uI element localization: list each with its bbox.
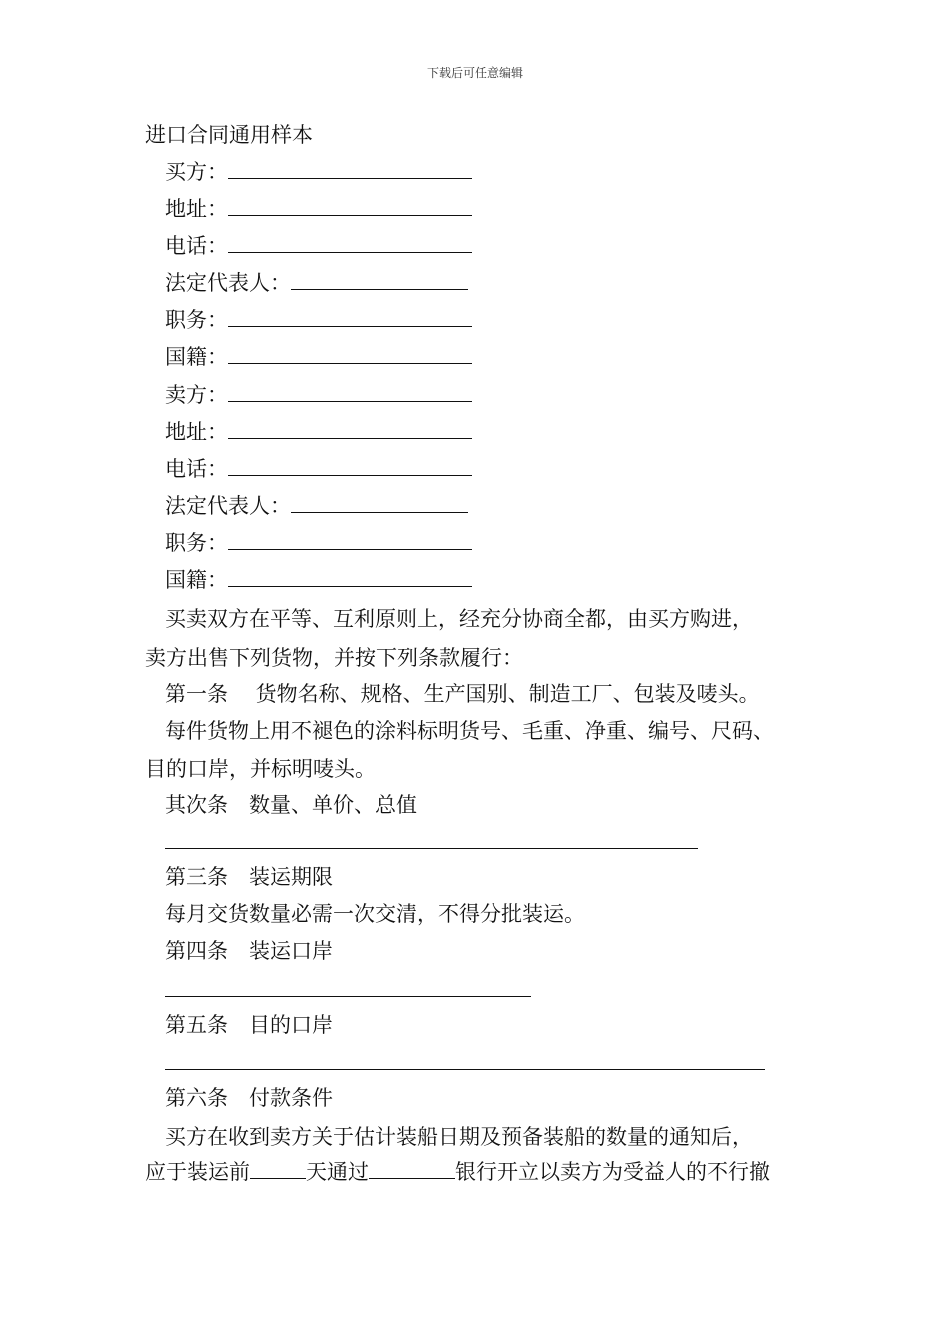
field-label: 电话：: [165, 457, 228, 481]
buyer-name-row: [165, 157, 472, 187]
article2-blank[interactable]: [165, 848, 698, 849]
article6-text-b: 天通过: [306, 1160, 369, 1184]
seller-address-blank[interactable]: [228, 418, 472, 439]
intro-line-1: 买卖双方在平等、互利原则上，经充分协商全都，由买方购进，: [165, 607, 753, 631]
article1-body-2: 目的口岸，并标明唛头。: [145, 757, 376, 781]
seller-legal-rep-blank[interactable]: [291, 492, 468, 513]
buyer-position-blank[interactable]: [228, 306, 472, 327]
article6-text-a: 应于装运前: [145, 1160, 250, 1184]
document-title: 进口合同通用样本: [145, 123, 313, 147]
buyer-legal-rep-row: [165, 268, 468, 298]
article2-title: 其次条 数量、单价、总值: [165, 793, 417, 817]
page-header: 下载后可任意编辑: [426, 66, 523, 80]
buyer-phone-row: [165, 231, 472, 261]
seller-position-blank[interactable]: [228, 529, 472, 550]
seller-address-row: [165, 417, 472, 447]
bank-blank[interactable]: [369, 1158, 455, 1179]
seller-name-blank[interactable]: [228, 381, 472, 402]
article6-body-1: 买方在收到卖方关于估计装船日期及预备装船的数量的通知后，: [165, 1125, 753, 1149]
buyer-position-row: [165, 305, 472, 335]
field-label: 电话：: [165, 234, 228, 258]
article4-title: 第四条 装运口岸: [165, 939, 333, 963]
article5-title: 第五条 目的口岸: [165, 1013, 333, 1037]
field-label: 法定代表人：: [165, 271, 291, 295]
article1-title: 第一条 货物名称、规格、生产国别、制造工厂、包装及唛头。: [165, 682, 760, 706]
article3-title: 第三条 装运期限: [165, 865, 333, 889]
days-blank[interactable]: [250, 1158, 306, 1179]
article3-body: 每月交货数量必需一次交清，不得分批装运。: [165, 902, 585, 926]
article6-title: 第六条 付款条件: [165, 1086, 333, 1110]
article6-text-c: 银行开立以卖方为受益人的不行撤: [455, 1160, 770, 1184]
article5-blank[interactable]: [165, 1069, 765, 1070]
field-label: 法定代表人：: [165, 494, 291, 518]
seller-legal-rep-row: [165, 491, 468, 521]
buyer-address-row: [165, 194, 472, 224]
seller-phone-blank[interactable]: [228, 455, 472, 476]
field-label: 地址：: [165, 197, 228, 221]
intro-line-2: 卖方出售下列货物，并按下列条款履行：: [145, 646, 523, 670]
buyer-phone-blank[interactable]: [228, 232, 472, 253]
buyer-name-blank[interactable]: [228, 158, 472, 179]
field-label: 卖方：: [165, 383, 228, 407]
field-label: 国籍：: [165, 568, 228, 592]
field-label: 买方：: [165, 160, 228, 184]
seller-nationality-row: [165, 565, 472, 595]
field-label: 国籍：: [165, 345, 228, 369]
buyer-nationality-row: [165, 342, 472, 372]
field-label: 地址：: [165, 420, 228, 444]
seller-nationality-blank[interactable]: [228, 566, 472, 587]
article6-body-2: [145, 1157, 770, 1187]
field-label: 职务：: [165, 308, 228, 332]
seller-position-row: [165, 528, 472, 558]
seller-phone-row: [165, 454, 472, 484]
buyer-address-blank[interactable]: [228, 195, 472, 216]
seller-name-row: [165, 380, 472, 410]
buyer-nationality-blank[interactable]: [228, 343, 472, 364]
buyer-legal-rep-blank[interactable]: [291, 269, 468, 290]
article1-body-1: 每件货物上用不褪色的涂料标明货号、毛重、净重、编号、尺码、: [165, 719, 774, 743]
article4-blank[interactable]: [165, 996, 531, 997]
field-label: 职务：: [165, 531, 228, 555]
